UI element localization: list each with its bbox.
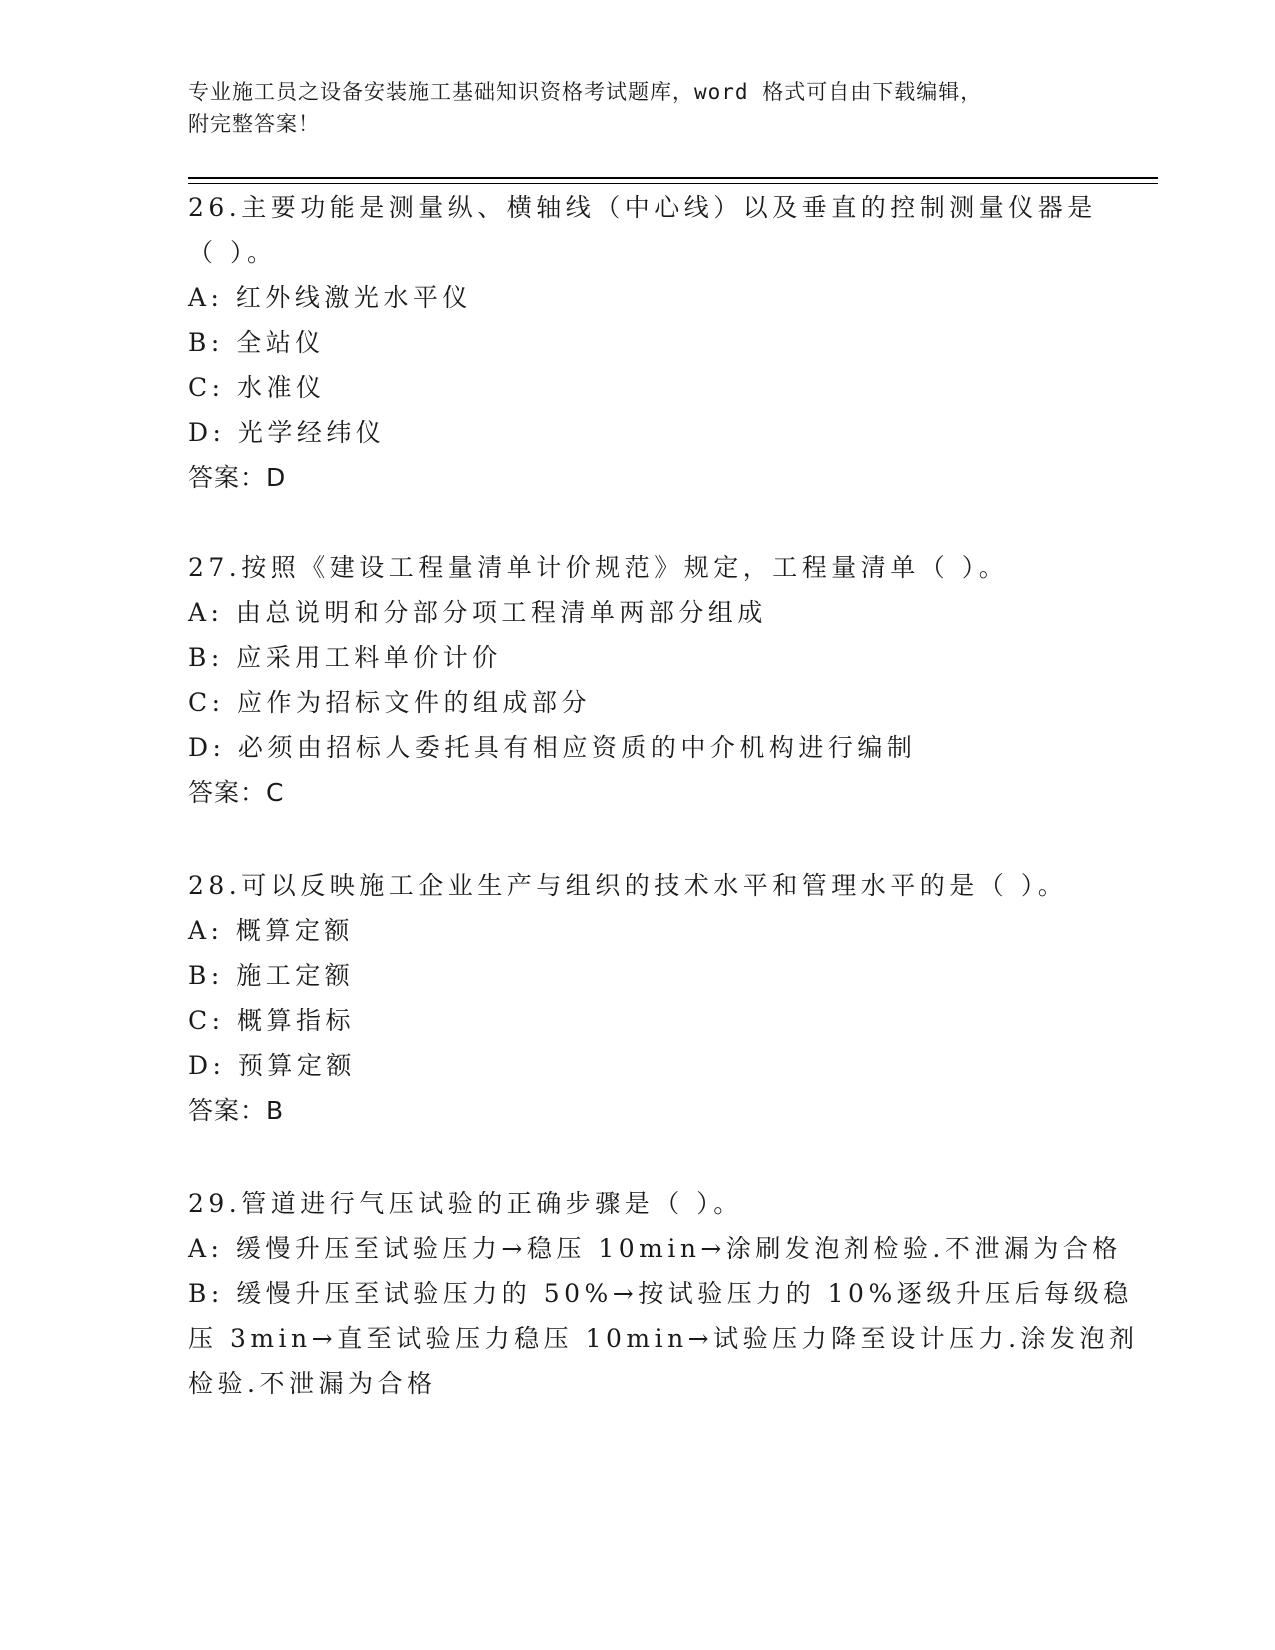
- answer: 答案：C: [188, 778, 285, 807]
- document-header: [188, 76, 1068, 140]
- question-stem: 26.主要功能是测量纵、横轴线（中心线）以及垂直的控制测量仪器是: [188, 193, 1097, 222]
- option-a: A: 缓慢升压至试验压力→稳压 10min→涂刷发泡剂检验.不泄漏为合格: [188, 1234, 1122, 1263]
- option-c: C: 应作为招标文件的组成部分: [188, 688, 591, 717]
- option-b: B: 全站仪: [188, 328, 325, 357]
- option-d: D: 必须由招标人委托具有相应资质的中介机构进行编制: [188, 733, 917, 762]
- header-line-1: 专业施工员之设备安装施工基础知识资格考试题库，word 格式可自由下载编辑，: [188, 80, 983, 104]
- option-b: B: 施工定额: [188, 961, 355, 990]
- question-26: [188, 185, 1097, 500]
- answer: 答案：D: [188, 463, 287, 492]
- header-divider-thin: [188, 183, 1158, 184]
- option-d: D: 光学经纬仪: [188, 418, 386, 447]
- option-a: A: 由总说明和分部分项工程清单两部分组成: [188, 598, 767, 627]
- option-b: B: 应采用工料单价计价: [188, 643, 502, 672]
- header-divider-thick: [188, 177, 1158, 179]
- answer: 答案：B: [188, 1096, 285, 1125]
- option-c: C: 水准仪: [188, 373, 326, 402]
- question-27: [188, 545, 1088, 815]
- option-b: B: 缓慢升压至试验压力的 50%→按试验压力的 10%逐级升压后每级稳: [188, 1279, 1133, 1308]
- option-b-continued: 压 3min→直至试验压力稳压 10min→试验压力降至设计压力.涂发泡剂: [188, 1324, 1139, 1353]
- option-a: A: 红外线激光水平仪: [188, 283, 472, 312]
- option-c: C: 概算指标: [188, 1006, 355, 1035]
- question-stem: 27.按照《建设工程量清单计价规范》规定，工程量清单（ ）。: [188, 553, 1009, 582]
- option-b-continued: 检验.不泄漏为合格: [188, 1369, 437, 1398]
- option-d: D: 预算定额: [188, 1051, 356, 1080]
- option-a: A: 概算定额: [188, 916, 354, 945]
- question-stem: 29.管道进行气压试验的正确步骤是（ ）。: [188, 1189, 743, 1218]
- header-line-2: 附完整答案！: [188, 112, 320, 136]
- question-28: [188, 863, 1088, 1133]
- question-stem: 28.可以反映施工企业生产与组织的技术水平和管理水平的是（ ）。: [188, 871, 1068, 900]
- question-29: [188, 1181, 1139, 1406]
- question-stem: （ ）。: [188, 238, 277, 267]
